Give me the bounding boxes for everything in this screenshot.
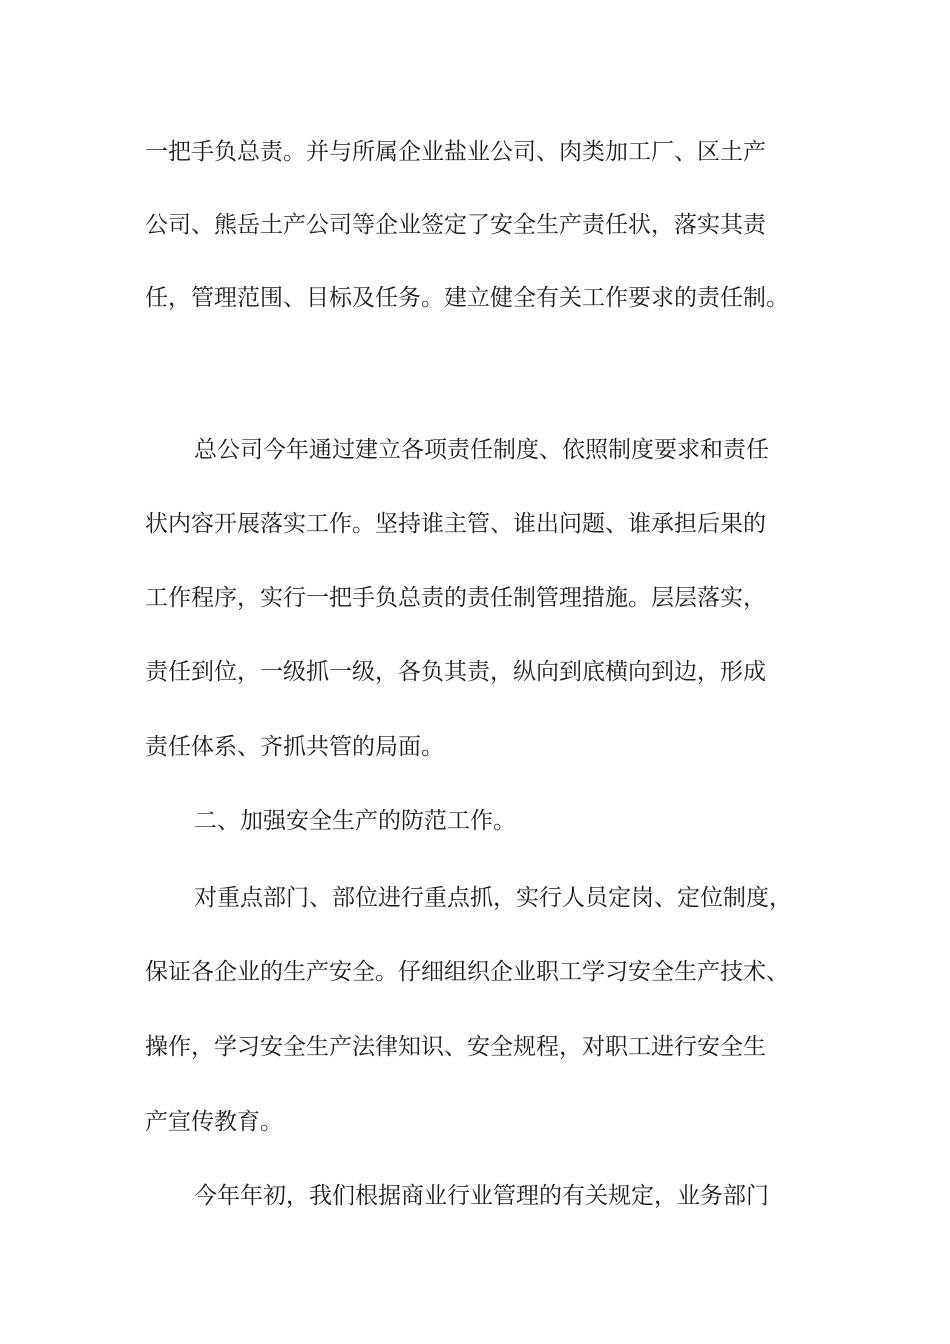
text-line: 对重点部门、部位进行重点抓，实行人员定岗、定位制度， bbox=[194, 885, 792, 911]
text-line: 总公司今年通过建立各项责任制度、依照制度要求和责任 bbox=[194, 437, 769, 463]
text-line: 责任体系、齐抓共管的局面。 bbox=[145, 734, 444, 760]
text-line: 责任到位，一级抓一级，各负其责，纵向到底横向到边，形成 bbox=[145, 659, 766, 685]
text-line: 操作，学习安全生产法律知识、安全规程，对职工进行安全生 bbox=[145, 1034, 766, 1060]
text-line: 保证各企业的生产安全。仔细组织企业职工学习安全生产技术、 bbox=[145, 959, 789, 985]
text-line: 一把手负总责。并与所属企业盐业公司、肉类加工厂、区土产 bbox=[145, 139, 766, 165]
text-line: 工作程序，实行一把手负总责的责任制管理措施。层层落实， bbox=[145, 585, 766, 611]
section-heading: 二、加强安全生产的防范工作。 bbox=[194, 808, 516, 834]
text-line: 公司、熊岳土产公司等企业签定了安全生产责任状，落实其责 bbox=[145, 212, 766, 238]
text-line: 任，管理范围、目标及任务。建立健全有关工作要求的责任制。 bbox=[145, 285, 789, 311]
text-line: 产宣传教育。 bbox=[145, 1109, 283, 1135]
text-line: 今年年初，我们根据商业行业管理的有关规定，业务部门 bbox=[194, 1183, 769, 1209]
text-line: 状内容开展落实工作。坚持谁主管、谁出问题、谁承担后果的 bbox=[145, 511, 766, 537]
